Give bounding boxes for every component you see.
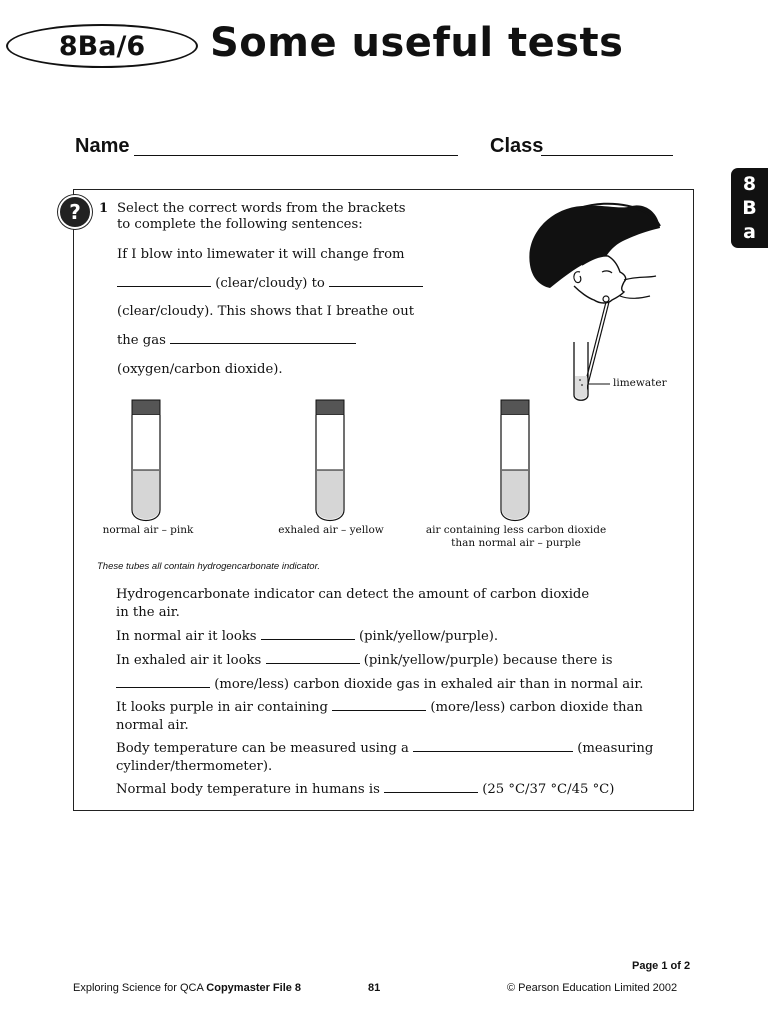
sentence-text: (clear/cloudy) to <box>215 276 325 291</box>
answer-blank[interactable] <box>117 276 211 287</box>
tube-caption: than normal air – purple <box>451 537 581 549</box>
sentence-text: (more/less) carbon dioxide gas in exhaled air than in normal air. <box>214 677 644 692</box>
footer-copymaster: Copymaster File 8 <box>206 982 302 994</box>
class-label: Class <box>490 135 544 157</box>
sentence-text: (pink/yellow/purple) because there is <box>363 653 613 668</box>
answer-blank[interactable] <box>170 333 356 344</box>
sentence-text: Body temperature can be measured using a <box>116 741 409 756</box>
answer-blank[interactable] <box>116 677 210 688</box>
sentence-line: (oxygen/carbon dioxide). <box>117 362 283 377</box>
sentence-text: In normal air it looks <box>116 629 257 644</box>
sentence-line <box>117 333 356 349</box>
answer-blank[interactable] <box>384 782 478 793</box>
sentence-line: normal air. <box>116 718 189 733</box>
sentence-text: Normal body temperature in humans is <box>116 782 380 797</box>
unit-tab <box>731 168 768 248</box>
answer-blank[interactable] <box>266 653 360 664</box>
sentence-line: (clear/cloudy). This shows that I breathe out <box>117 304 415 319</box>
tube-caption: exhaled air – yellow <box>278 524 384 536</box>
sentence-text: (25 °C/37 °C/45 °C) <box>482 782 615 797</box>
instruction-line: to complete the following sentences: <box>117 217 363 232</box>
sentence-text: (more/less) carbon dioxide than <box>430 700 643 715</box>
sentence-line: in the air. <box>116 605 180 620</box>
answer-blank[interactable] <box>329 276 423 287</box>
page-indicator: Page 1 of 2 <box>632 960 691 972</box>
answer-blank[interactable] <box>332 700 426 711</box>
test-tube-exhaled-air <box>310 398 352 524</box>
name-field[interactable] <box>134 155 458 156</box>
footer-copyright: © Pearson Education Limited 2002 <box>507 982 678 994</box>
tube-caption: normal air – pink <box>102 524 194 536</box>
sentence-line <box>116 700 643 716</box>
tube-caption: air containing less carbon dioxide <box>425 524 607 536</box>
page-title: Some useful tests <box>210 20 624 66</box>
sentence-line <box>116 741 653 757</box>
question-number: 1 <box>99 201 109 216</box>
sentence-text: (pink/yellow/purple). <box>358 629 499 644</box>
test-tube-less-co2 <box>495 398 537 524</box>
footer-book-title: Exploring Science for QCA <box>73 982 204 994</box>
unit-tab-char: a <box>743 221 756 243</box>
name-label: Name <box>75 135 130 157</box>
sentence-text: In exhaled air it looks <box>116 653 262 668</box>
instruction-line: Select the correct words from the brackets <box>117 201 406 216</box>
unit-tab-char: 8 <box>742 173 757 195</box>
tube-note: These tubes all contain hydrogencarbonate indicator. <box>97 561 321 572</box>
unit-tab-char: B <box>742 197 757 219</box>
footer-page-number: 81 <box>368 982 381 994</box>
sentence-line <box>116 782 614 798</box>
class-field[interactable] <box>541 155 673 156</box>
sentence-text: It looks purple in air containing <box>116 700 328 715</box>
sentence-line: cylinder/thermometer). <box>116 759 273 774</box>
sentence-line: Hydrogencarbonate indicator can detect the amount of carbon dioxide <box>116 587 590 602</box>
footer-book <box>73 982 301 994</box>
answer-blank[interactable] <box>261 629 355 640</box>
sentence-line <box>116 653 612 669</box>
question-mark-icon: ? <box>58 195 92 229</box>
test-tube-normal-air <box>126 398 168 524</box>
sentence-line <box>117 276 423 292</box>
sentence-line <box>116 677 643 693</box>
sentence-line <box>116 629 498 645</box>
sentence-text: the gas <box>117 333 166 348</box>
sentence-line: If I blow into limewater it will change from <box>117 247 405 262</box>
worksheet-code: 8Ba/6 <box>6 24 198 68</box>
answer-blank[interactable] <box>413 741 573 752</box>
limewater-label: limewater <box>613 377 667 389</box>
sentence-text: (measuring <box>577 741 654 756</box>
